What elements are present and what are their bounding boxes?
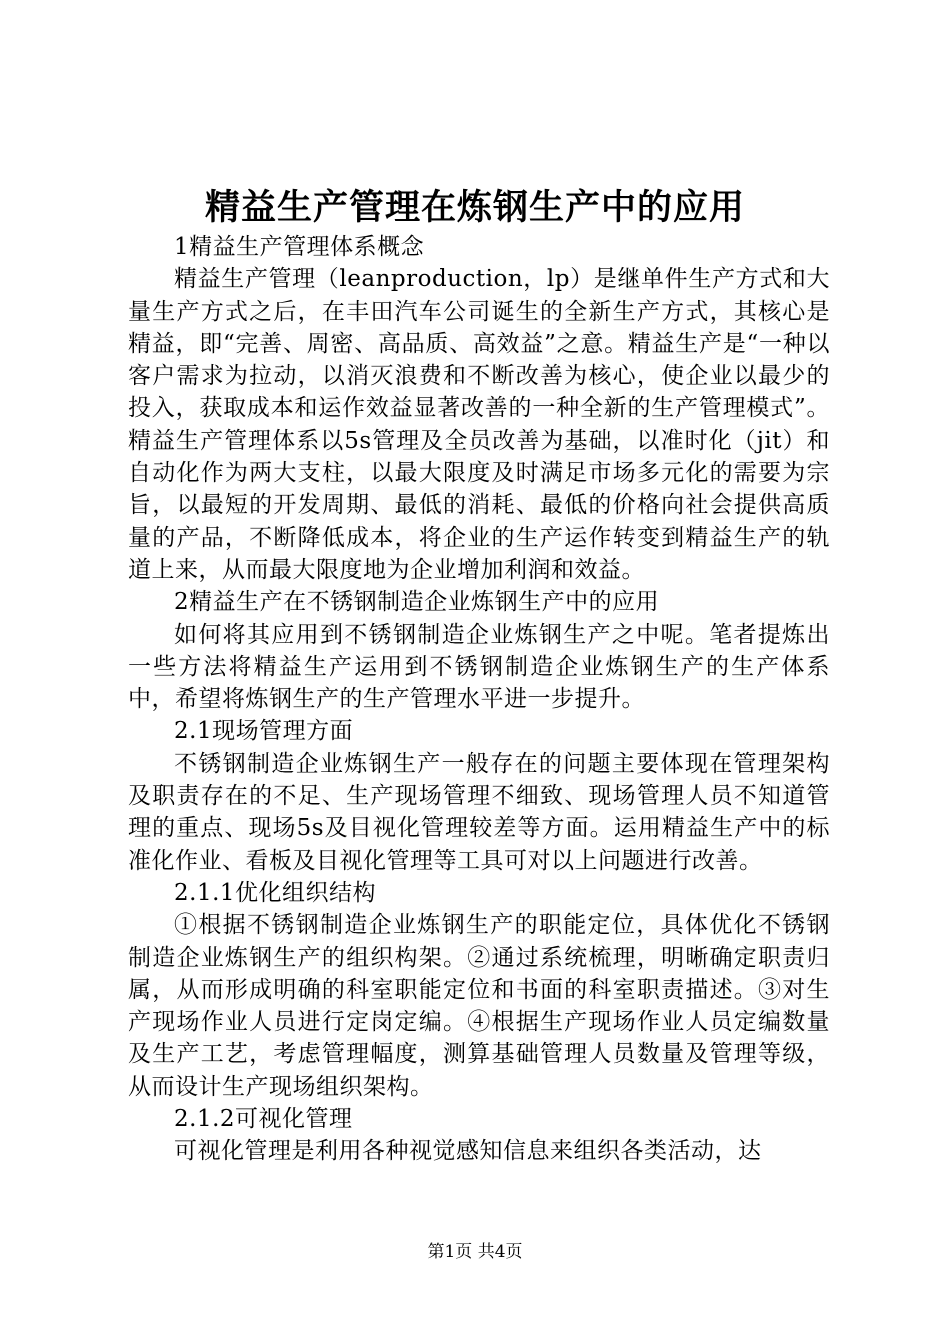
section-heading-2: 2精益生产在不锈钢制造企业炼钢生产中的应用 [174, 589, 660, 616]
document-title: 精益生产管理在炼钢生产中的应用 [204, 187, 745, 228]
paragraph-lean-concept: 精益生产管理（leanproduction，lp）是继单件生产方式和大量生产方式之后，在丰田汽车公司诞生的全新生产方式，其核心是精益，即“完善、周密、高品质、高效益”之意。精益生产是“一种以客户需求为拉动，以消灭浪费和不断改善为核心，使企业以最少的投入，获取成本和运作效益显著改善的一种全新的生产管理模式”。精益生产管理体系以5s管理及全员改善为基础，以准时化（jit）和自动化作为两大支柱，以最大限度及时满足市场多元化的需要为宗旨，以最短的开发周期、最低的消耗、最低的价格向社会提供高质量的产品，不断降低成本，将企业的生产运作转变到精益生产的轨道上来，从而最大限度地为企业增加利润和效益。 [128, 266, 830, 583]
page-footer: 第1页 共4页 [427, 1242, 523, 1262]
paragraph-application-intro: 如何将其应用到不锈钢制造企业炼钢生产之中呢。笔者提炼出一些方法将精益生产运用到不锈钢制造企业炼钢生产的生产体系中，希望将炼钢生产的生产管理水平进一步提升。 [128, 621, 830, 713]
paragraph-org-structure: ①根据不锈钢制造企业炼钢生产的职能定位，具体优化不锈钢制造企业炼钢生产的组织构架。②通过系统梳理，明晰确定职责归属，从而形成明确的科室职能定位和书面的科室职责描述。③对生产现场作业人员进行定岗定编。④根据生产现场作业人员定编数量及生产工艺，考虑管理幅度，测算基础管理人员数量及管理等级，从而设计生产现场组织架构。 [128, 912, 830, 1100]
section-heading-1: 1精益生产管理体系概念 [174, 234, 425, 260]
paragraph-visual-management: 可视化管理是利用各种视觉感知信息来组织各类活动，达 [174, 1138, 762, 1165]
section-heading-2-1-1: 2.1.1优化组织结构 [174, 879, 377, 906]
paragraph-site-management: 不锈钢制造企业炼钢生产一般存在的问题主要体现在管理架构及职责存在的不足、生产现场管理不细致、现场管理人员不知道管理的重点、现场5s及目视化管理较差等方面。运用精益生产中的标准化作业、看板及目视化管理等工具可对以上问题进行改善。 [128, 750, 830, 874]
section-heading-2-1-2: 2.1.2可视化管理 [174, 1106, 353, 1133]
section-heading-2-1: 2.1现场管理方面 [174, 718, 354, 745]
document-body [128, 231, 830, 1168]
